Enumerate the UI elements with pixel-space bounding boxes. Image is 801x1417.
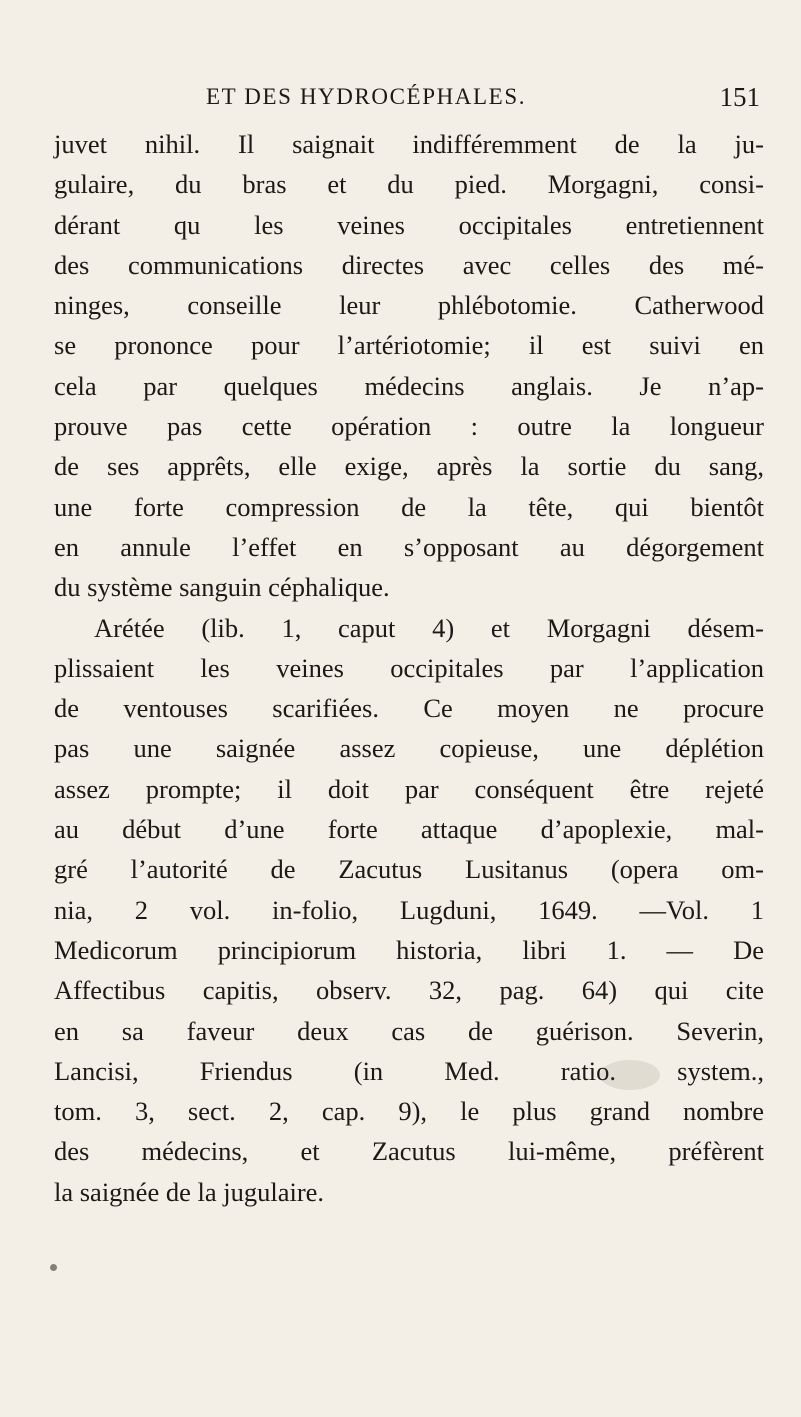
running-title: ET DES HYDROCÉPHALES. — [206, 84, 527, 109]
text-line: prouve pas cette opération : outre la longueur — [54, 411, 764, 442]
text-line: nia, 2 vol. in-folio, Lugduni, 1649. —Vol. 1 — [54, 894, 764, 925]
text-line: de ses apprêts, elle exige, après la sortie du sang, — [54, 451, 764, 482]
text-line: juvet nihil. Il saignait indifféremment de la ju- — [54, 129, 764, 159]
text-line: tom. 3, sect. 2, cap. 9), le plus grand nombre — [54, 1096, 764, 1127]
ink-spot — [50, 1264, 57, 1271]
text-line: des médecins, et Zacutus lui-même, préfèrent — [54, 1136, 764, 1167]
text-line: une forte compression de la tête, qui bientôt — [54, 491, 764, 522]
text-line: plissaient les veines occipitales par l’application — [54, 652, 764, 683]
paper-stain — [600, 1060, 660, 1090]
text-line: Affectibus capitis, observ. 32, pag. 64) qui cite — [54, 975, 764, 1006]
text-line: dérant qu les veines occipitales entretiennent — [54, 209, 764, 240]
running-head — [60, 84, 760, 120]
body-text — [54, 124, 764, 1212]
text-line: Lancisi, Friendus (in Med. ratio. system., — [54, 1055, 764, 1086]
text-line: au début d’une forte attaque d’apoplexie, mal- — [54, 814, 764, 845]
text-line: Medicorum principiorum historia, libri 1. — De — [54, 934, 764, 965]
text-line: en sa faveur deux cas de guérison. Severin, — [54, 1015, 764, 1046]
text-line: cela par quelques médecins anglais. Je n’ap- — [54, 370, 764, 401]
text-line: gré l’autorité de Zacutus Lusitanus (opera om- — [54, 854, 764, 885]
text-line: des communications directes avec celles des mé- — [54, 249, 764, 280]
paragraph-start-line: Arétée (lib. 1, caput 4) et Morgagni désem- — [94, 612, 764, 643]
text-line: la saignée de la jugulaire. — [54, 1176, 325, 1207]
text-line: de ventouses scarifiées. Ce moyen ne procure — [54, 693, 764, 724]
text-line: du système sanguin céphalique. — [54, 572, 390, 603]
text-line: pas une saignée assez copieuse, une déplétion — [54, 733, 764, 764]
text-line: ninges, conseille leur phlébotomie. Catherwood — [54, 290, 764, 321]
page-number: 151 — [719, 82, 760, 112]
text-line: gulaire, du bras et du pied. Morgagni, consi- — [54, 169, 764, 200]
text-line: se prononce pour l’artériotomie; il est suivi en — [54, 330, 764, 361]
text-line: assez prompte; il doit par conséquent être rejeté — [54, 773, 764, 804]
text-line: en annule l’effet en s’opposant au dégorgement — [54, 531, 764, 562]
